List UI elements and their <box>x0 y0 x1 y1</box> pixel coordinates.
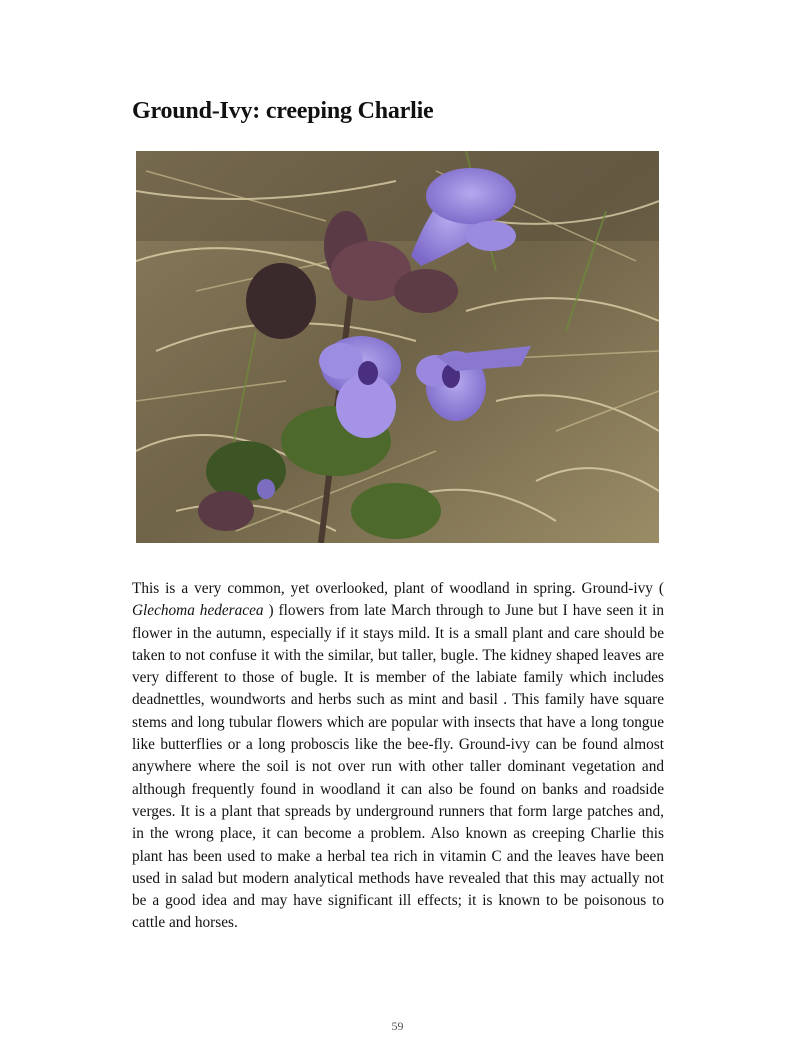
body-paragraph <box>132 578 664 935</box>
page-title: Ground-Ivy: creeping Charlie <box>132 98 434 124</box>
species-name: Glechoma hederacea <box>132 602 264 620</box>
page-number: 59 <box>391 1019 404 1033</box>
body-text-part1: This is a very common, yet overlooked, plant of woodland in spring. Ground-ivy ( <box>132 580 664 597</box>
body-text-part2: ) flowers from late March through to June but I have seen it in flower in the autumn, especially if it stays mild. It is a small plant and care should be taken to not confuse it with the similar, but taller, bugle. The kidney shaped leaves are very different to those of bugle. It is member of the labiate family which includes deadnettles, woundworts and herbs such as mint and basil . This family have square stems and long tubular flowers which are popular with insects that have a long tongue like butterflies or a long proboscis like the bee-fly. Ground-ivy can be found almost anywhere where the soil is not over run with other taller dominant vegetation and although frequently found in woodland it can also be found on banks and roadside verges. It is a plant that spreads by underground runners that form large patches and, in the wrong place, it can become a problem. Also known as creeping Charlie this plant has been used to make a herbal tea rich in vitamin C and the leaves have been used in salad but modern analytical methods have revealed that this may actually not be a good idea and may have significant ill effects; it is known to be poisonous to cattle and horses. <box>132 602 664 932</box>
ground-ivy-photo <box>136 151 659 543</box>
